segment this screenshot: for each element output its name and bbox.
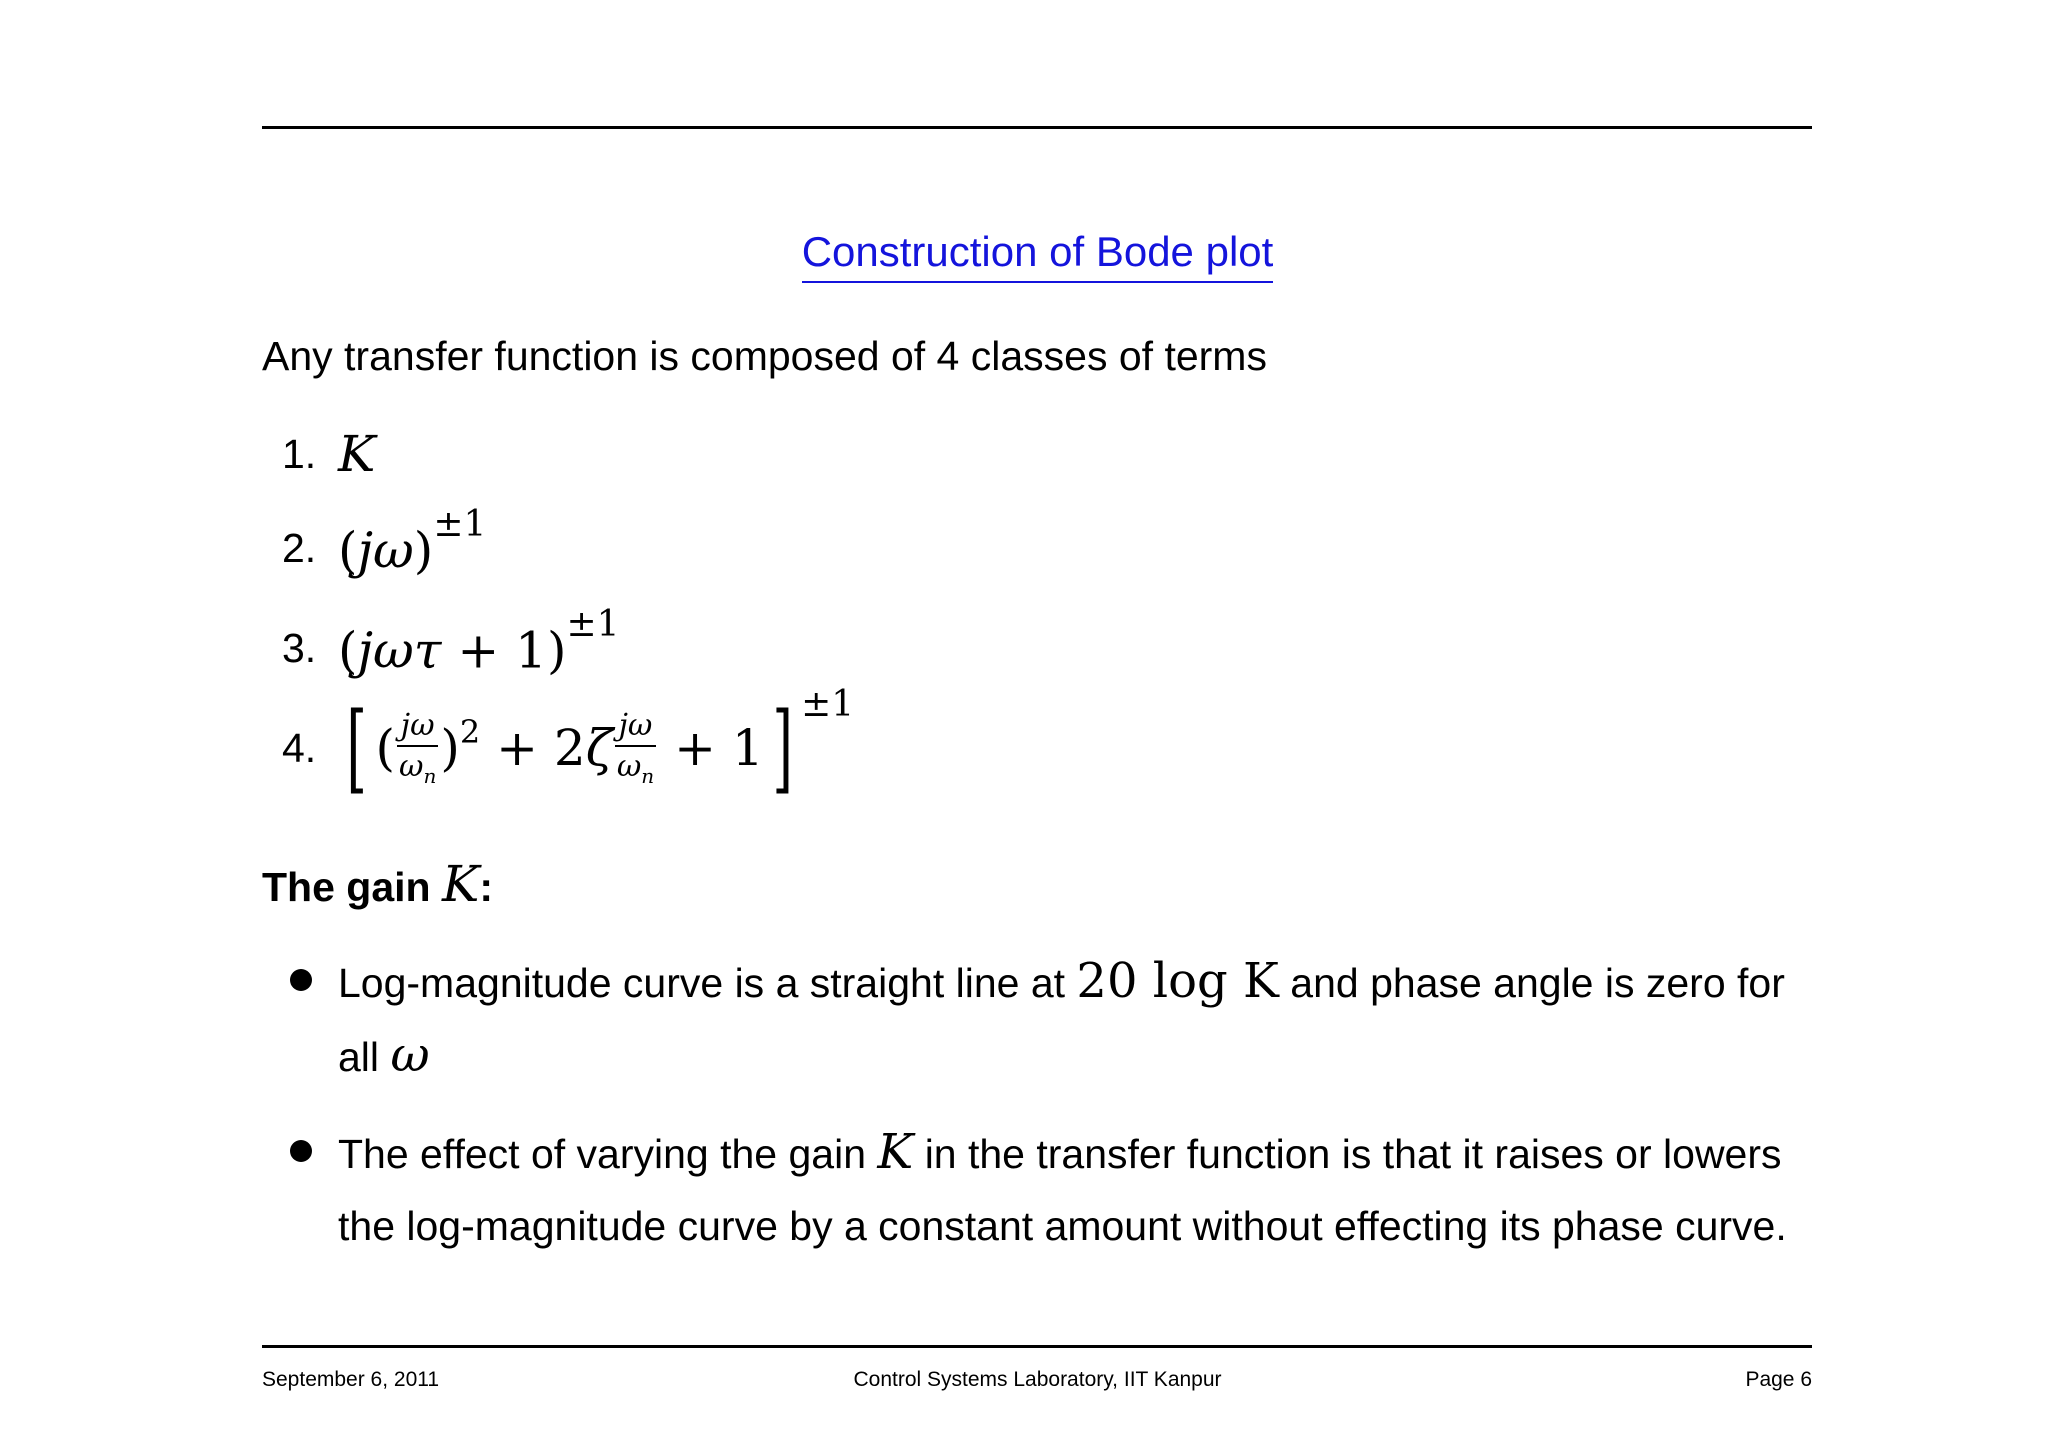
footer-lab: Control Systems Laboratory, IIT Kanpur (853, 1368, 1222, 1391)
list-number: 1. (282, 430, 317, 477)
header-rule (262, 126, 1812, 129)
intro-text: Any transfer function is composed of 4 classes of terms (262, 333, 1267, 379)
section-heading: The gain K: (262, 855, 493, 913)
exponent: ±1 (433, 504, 487, 545)
exponent: ±1 (801, 683, 855, 725)
list-number: 3. (282, 625, 317, 672)
list-item (282, 604, 620, 680)
footer-page: Page 6 (1745, 1368, 1812, 1391)
footer-date: September 6, 2011 (262, 1368, 440, 1391)
list-item (282, 683, 855, 804)
slide-title-link[interactable]: Construction of Bode plot (802, 228, 1274, 283)
math-term-integrator: $(j\omega)^{\pm 1}$ (338, 504, 487, 580)
list-number: 4. (282, 724, 317, 771)
list-item (282, 425, 375, 483)
list-number: 2. (282, 525, 317, 572)
math-20logk: 20 log K (1076, 953, 1279, 1009)
list-item (282, 504, 487, 580)
math-term-quadratic: [ ( $\frac{j\omega}{\omega_n}$ ) $^2$ + 2 ζ $\frac{j\omega}{\omega_n}$ + 1 ] $^{\pm 1}$ (346, 683, 855, 804)
bullet-item: Log-magnitude curve is a straight line at 20 log K and phase angle is zero for all ω (290, 945, 1820, 1093)
footer-rule (262, 1345, 1812, 1348)
bullet-item: The effect of varying the gain K in the transfer function is that it raises or lowers the log-magnitude curve by a constant amount without effecting its phase curve. (290, 1116, 1820, 1262)
bullet-dot-icon (290, 1140, 312, 1162)
exponent: ±1 (566, 604, 620, 645)
slide-title[interactable] (0, 228, 2048, 276)
math-term-first-order: $(j\omega\tau + 1)^{\pm 1}$ (338, 604, 620, 680)
math-term-gain: K (338, 425, 376, 483)
bullet-dot-icon (290, 969, 312, 991)
